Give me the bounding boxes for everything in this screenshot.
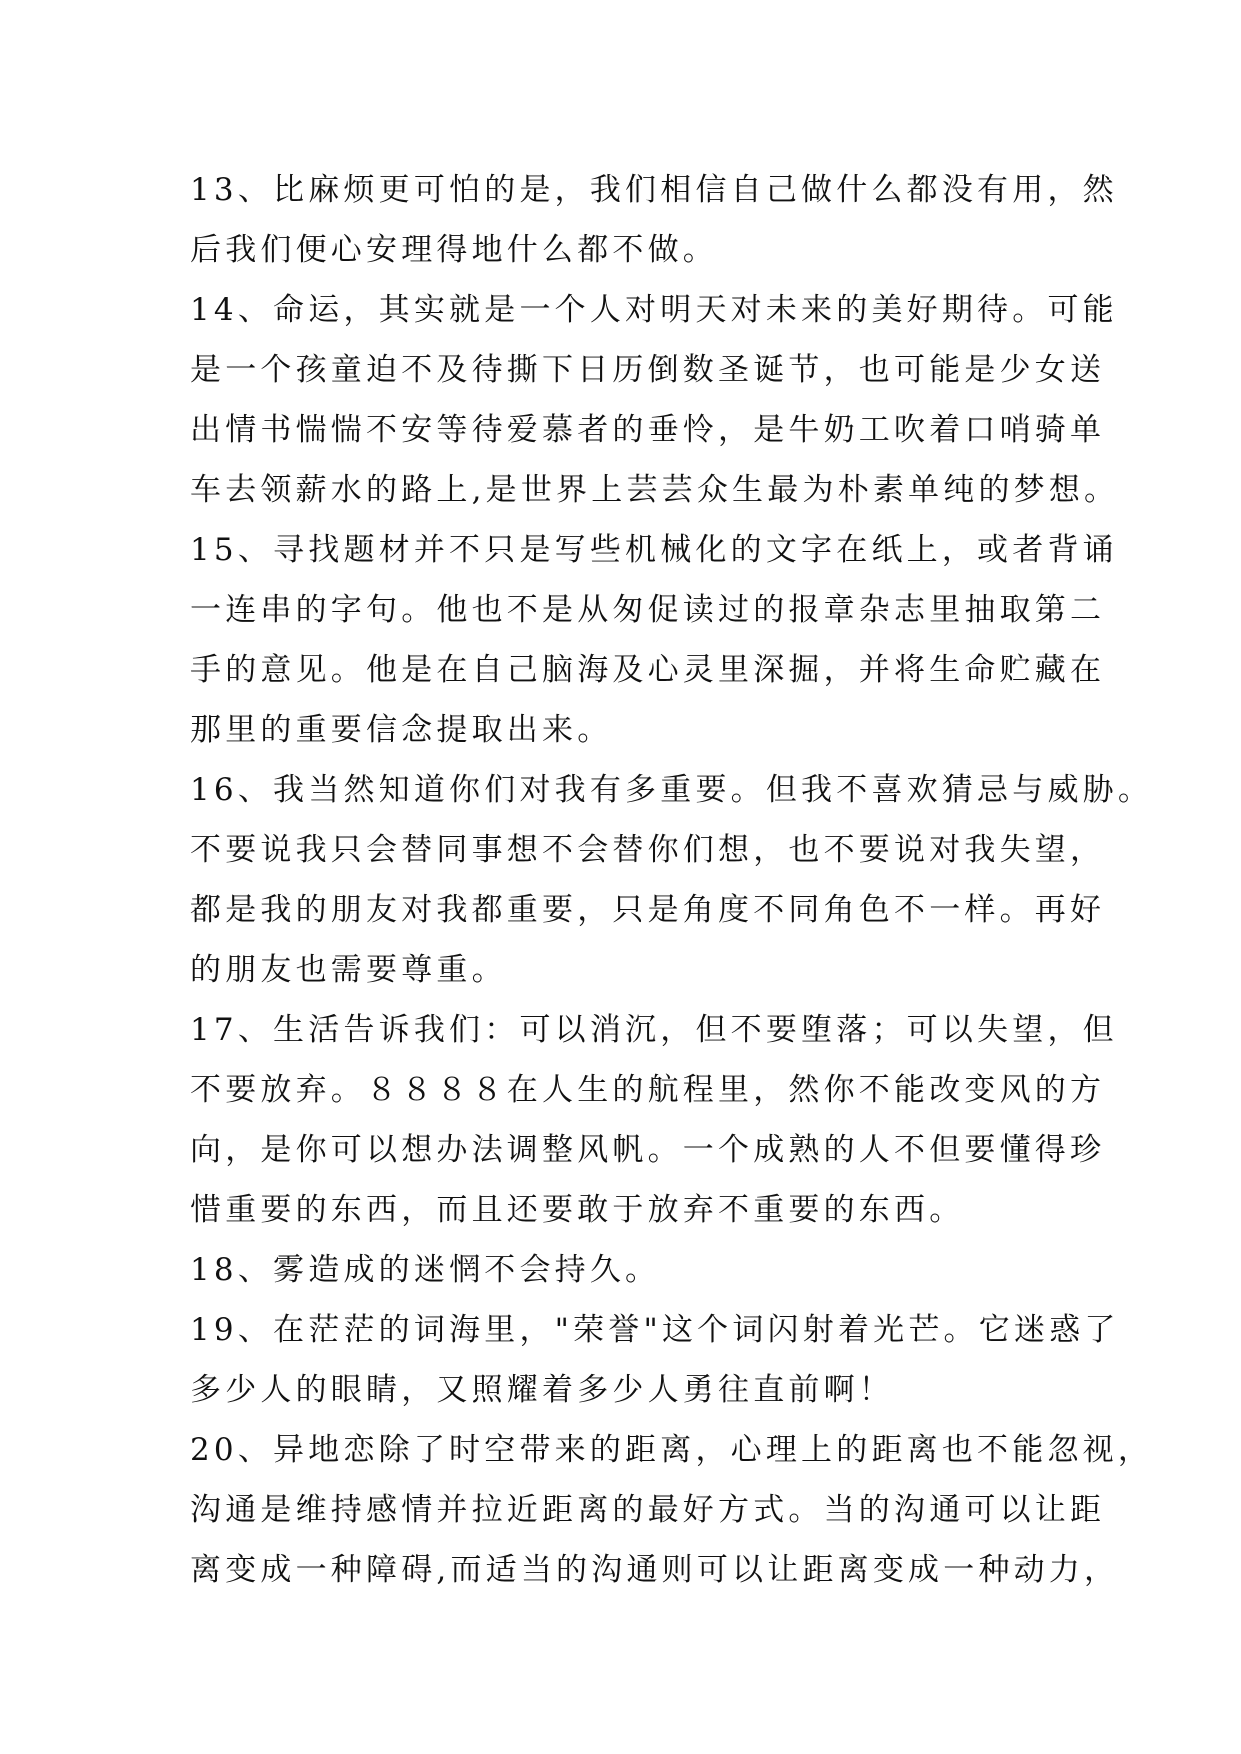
text-line: 向，是你可以想办法调整风帆。一个成熟的人不但要懂得珍	[190, 1132, 1106, 1168]
text-line: 16、我当然知道你们对我有多重要。但我不喜欢猜忌与威胁。	[190, 772, 1154, 808]
text-line: 车去领薪水的路上,是世界上芸芸众生最为朴素单纯的梦想。	[190, 472, 1120, 508]
text-line: 的朋友也需要尊重。	[190, 952, 507, 988]
text-line: 多少人的眼睛，又照耀着多少人勇往直前啊！	[190, 1372, 894, 1408]
text-line: 17、生活告诉我们：可以消沉，但不要堕落；可以失望，但	[190, 1012, 1118, 1048]
text-line: 后我们便心安理得地什么都不做。	[190, 232, 718, 268]
text-line: 离变成一种障碍,而适当的沟通则可以让距离变成一种动力，	[190, 1552, 1120, 1588]
text-line: 惜重要的东西，而且还要敢于放弃不重要的东西。	[190, 1192, 965, 1228]
text-line: 是一个孩童迫不及待撕下日历倒数圣诞节，也可能是少女送	[190, 352, 1106, 388]
text-line: 14、命运，其实就是一个人对明天对未来的美好期待。可能	[190, 292, 1118, 328]
text-line: 不要说我只会替同事想不会替你们想，也不要说对我失望，	[190, 832, 1106, 868]
text-line: 13、比麻烦更可怕的是，我们相信自己做什么都没有用，然	[190, 172, 1118, 208]
text-line: 都是我的朋友对我都重要，只是角度不同角色不一样。再好	[190, 892, 1106, 928]
text-line: 一连串的字句。他也不是从匆促读过的报章杂志里抽取第二	[190, 592, 1106, 628]
text-line: 沟通是维持感情并拉近距离的最好方式。当的沟通可以让距	[190, 1492, 1106, 1528]
text-line: 不要放弃。８８８８在人生的航程里，然你不能改变风的方	[190, 1072, 1106, 1108]
text-line: 手的意见。他是在自己脑海及心灵里深掘，并将生命贮藏在	[190, 652, 1106, 688]
text-line: 出情书惴惴不安等待爱慕者的垂怜，是牛奶工吹着口哨骑单	[190, 412, 1106, 448]
text-line: 19、在茫茫的词海里，"荣誉"这个词闪射着光芒。它迷惑了	[190, 1312, 1120, 1348]
text-line: 15、寻找题材并不只是写些机械化的文字在纸上，或者背诵	[190, 532, 1118, 568]
document-body	[190, 160, 1154, 1600]
text-line: 那里的重要信念提取出来。	[190, 712, 613, 748]
text-line: 20、异地恋除了时空带来的距离，心理上的距离也不能忽视，	[190, 1432, 1154, 1468]
text-line: 18、雾造成的迷惘不会持久。	[190, 1252, 661, 1288]
